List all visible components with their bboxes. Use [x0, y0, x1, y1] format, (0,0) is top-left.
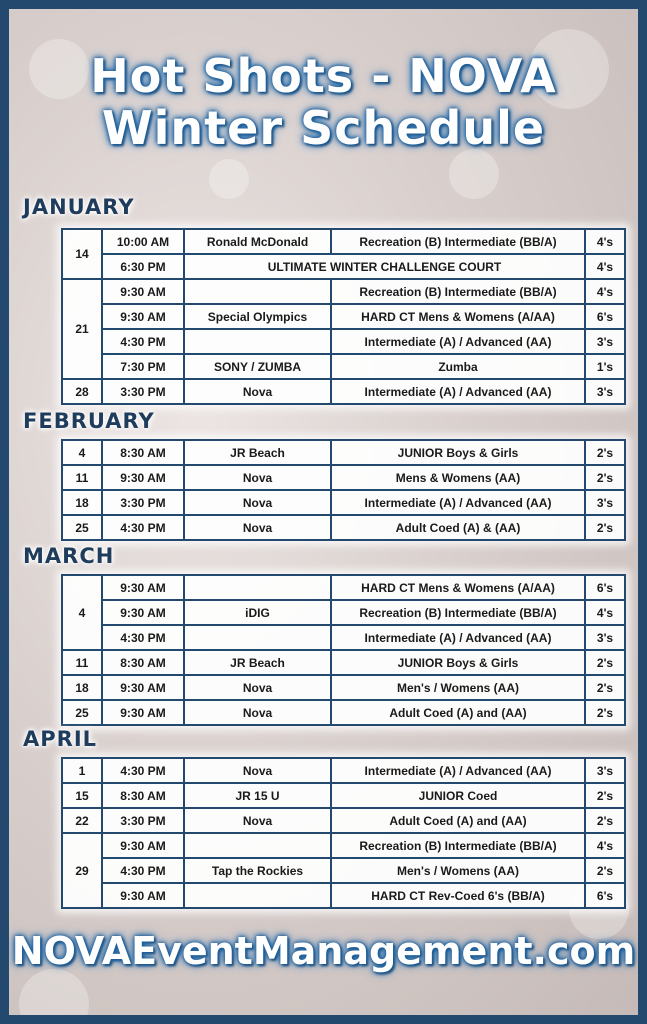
table-row	[62, 304, 625, 329]
table-row	[62, 675, 625, 700]
team-size-cell: 2's	[585, 440, 625, 465]
table-row	[62, 465, 625, 490]
day-cell: 25	[62, 700, 102, 725]
division-cell: Adult Coed (A) and (AA)	[331, 700, 585, 725]
time-cell: 4:30 PM	[102, 625, 184, 650]
time-cell: 9:30 AM	[102, 600, 184, 625]
table-row	[62, 354, 625, 379]
team-size-cell: 2's	[585, 675, 625, 700]
division-cell: Recreation (B) Intermediate (BB/A)	[331, 600, 585, 625]
time-cell: 8:30 AM	[102, 783, 184, 808]
day-cell: 28	[62, 379, 102, 404]
team-size-cell: 2's	[585, 700, 625, 725]
month-heading-april: APRIL	[23, 727, 98, 751]
table-row	[62, 600, 625, 625]
time-cell: 7:30 PM	[102, 354, 184, 379]
division-cell: Intermediate (A) / Advanced (AA)	[331, 379, 585, 404]
month-heading-january: JANUARY	[23, 195, 135, 219]
time-cell: 9:30 AM	[102, 575, 184, 600]
event-cell: JR Beach	[184, 650, 331, 675]
time-cell: 4:30 PM	[102, 858, 184, 883]
team-size-cell: 6's	[585, 883, 625, 908]
team-size-cell: 2's	[585, 650, 625, 675]
division-cell: HARD CT Mens & Womens (A/AA)	[331, 304, 585, 329]
team-size-cell: 3's	[585, 758, 625, 783]
division-cell: Adult Coed (A) and (AA)	[331, 808, 585, 833]
day-cell: 4	[62, 440, 102, 465]
table-row	[62, 833, 625, 858]
table-row	[62, 329, 625, 354]
event-cell	[184, 625, 331, 650]
event-cell: Tap the Rockies	[184, 858, 331, 883]
event-cell: Nova	[184, 490, 331, 515]
division-cell: Intermediate (A) / Advanced (AA)	[331, 490, 585, 515]
day-cell: 21	[62, 279, 102, 379]
day-cell: 4	[62, 575, 102, 650]
division-cell: Recreation (B) Intermediate (BB/A)	[331, 279, 585, 304]
table-row	[62, 650, 625, 675]
table-row	[62, 279, 625, 304]
event-cell: Nova	[184, 465, 331, 490]
team-size-cell: 2's	[585, 858, 625, 883]
event-cell: iDIG	[184, 600, 331, 625]
schedule-table-march	[61, 574, 626, 726]
day-cell: 15	[62, 783, 102, 808]
schedule-table-february	[61, 439, 626, 541]
event-cell: Nova	[184, 675, 331, 700]
table-row	[62, 758, 625, 783]
team-size-cell: 3's	[585, 490, 625, 515]
time-cell: 9:30 AM	[102, 304, 184, 329]
table-row	[62, 440, 625, 465]
time-cell: 3:30 PM	[102, 808, 184, 833]
time-cell: 6:30 PM	[102, 254, 184, 279]
team-size-cell: 3's	[585, 379, 625, 404]
month-heading-february: FEBRUARY	[23, 409, 155, 433]
time-cell: 9:30 AM	[102, 700, 184, 725]
time-cell: 9:30 AM	[102, 465, 184, 490]
table-row	[62, 808, 625, 833]
event-cell: ULTIMATE WINTER CHALLENGE COURT	[184, 254, 585, 279]
table-row	[62, 490, 625, 515]
division-cell: JUNIOR Coed	[331, 783, 585, 808]
table-row	[62, 379, 625, 404]
event-cell	[184, 833, 331, 858]
time-cell: 9:30 AM	[102, 833, 184, 858]
bokeh-light	[19, 969, 89, 1024]
division-cell: Men's / Womens (AA)	[331, 675, 585, 700]
poster-title-line1: Hot Shots - NOVA	[90, 49, 557, 103]
schedule-table-april	[61, 757, 626, 909]
division-cell: Intermediate (A) / Advanced (AA)	[331, 329, 585, 354]
team-size-cell: 4's	[585, 229, 625, 254]
event-cell: SONY / ZUMBA	[184, 354, 331, 379]
table-row	[62, 625, 625, 650]
schedule-table-january	[61, 228, 626, 405]
time-cell: 4:30 PM	[102, 515, 184, 540]
division-cell: Men's / Womens (AA)	[331, 858, 585, 883]
team-size-cell: 4's	[585, 833, 625, 858]
table-row	[62, 575, 625, 600]
division-cell: HARD CT Mens & Womens (A/AA)	[331, 575, 585, 600]
time-cell: 8:30 AM	[102, 440, 184, 465]
time-cell: 3:30 PM	[102, 490, 184, 515]
event-cell: Special Olympics	[184, 304, 331, 329]
day-cell: 22	[62, 808, 102, 833]
event-cell	[184, 279, 331, 304]
table-row	[62, 883, 625, 908]
table-row	[62, 858, 625, 883]
event-cell: Nova	[184, 379, 331, 404]
division-cell: Intermediate (A) / Advanced (AA)	[331, 625, 585, 650]
time-cell: 9:30 AM	[102, 675, 184, 700]
bokeh-light	[449, 149, 499, 199]
team-size-cell: 4's	[585, 600, 625, 625]
day-cell: 11	[62, 465, 102, 490]
time-cell: 4:30 PM	[102, 329, 184, 354]
poster-title-line2: Winter Schedule	[101, 101, 546, 155]
event-cell: JR Beach	[184, 440, 331, 465]
event-cell: JR 15 U	[184, 783, 331, 808]
division-cell: Recreation (B) Intermediate (BB/A)	[331, 229, 585, 254]
team-size-cell: 6's	[585, 304, 625, 329]
team-size-cell: 6's	[585, 575, 625, 600]
day-cell: 29	[62, 833, 102, 908]
day-cell: 25	[62, 515, 102, 540]
team-size-cell: 4's	[585, 254, 625, 279]
division-cell: HARD CT Rev-Coed 6's (BB/A)	[331, 883, 585, 908]
time-cell: 9:30 AM	[102, 279, 184, 304]
time-cell: 10:00 AM	[102, 229, 184, 254]
team-size-cell: 4's	[585, 279, 625, 304]
event-cell: Ronald McDonald	[184, 229, 331, 254]
event-cell: Nova	[184, 515, 331, 540]
team-size-cell: 2's	[585, 515, 625, 540]
team-size-cell: 2's	[585, 783, 625, 808]
team-size-cell: 3's	[585, 625, 625, 650]
time-cell: 8:30 AM	[102, 650, 184, 675]
table-row	[62, 254, 625, 279]
event-cell: Nova	[184, 758, 331, 783]
table-row	[62, 700, 625, 725]
time-cell: 4:30 PM	[102, 758, 184, 783]
division-cell: JUNIOR Boys & Girls	[331, 440, 585, 465]
day-cell: 18	[62, 675, 102, 700]
table-row	[62, 229, 625, 254]
event-cell	[184, 329, 331, 354]
division-cell: Intermediate (A) / Advanced (AA)	[331, 758, 585, 783]
division-cell: Adult Coed (A) & (AA)	[331, 515, 585, 540]
time-cell: 9:30 AM	[102, 883, 184, 908]
division-cell: Zumba	[331, 354, 585, 379]
month-heading-march: MARCH	[23, 544, 115, 568]
event-cell	[184, 883, 331, 908]
day-cell: 14	[62, 229, 102, 279]
event-cell: Nova	[184, 808, 331, 833]
event-cell	[184, 575, 331, 600]
division-cell: JUNIOR Boys & Girls	[331, 650, 585, 675]
table-row	[62, 515, 625, 540]
day-cell: 18	[62, 490, 102, 515]
team-size-cell: 2's	[585, 808, 625, 833]
table-row	[62, 783, 625, 808]
website-url: NOVAEventManagement.com	[11, 929, 636, 973]
event-cell: Nova	[184, 700, 331, 725]
bokeh-light	[209, 159, 249, 199]
division-cell: Recreation (B) Intermediate (BB/A)	[331, 833, 585, 858]
time-cell: 3:30 PM	[102, 379, 184, 404]
team-size-cell: 3's	[585, 329, 625, 354]
day-cell: 11	[62, 650, 102, 675]
division-cell: Mens & Womens (AA)	[331, 465, 585, 490]
team-size-cell: 2's	[585, 465, 625, 490]
day-cell: 1	[62, 758, 102, 783]
team-size-cell: 1's	[585, 354, 625, 379]
